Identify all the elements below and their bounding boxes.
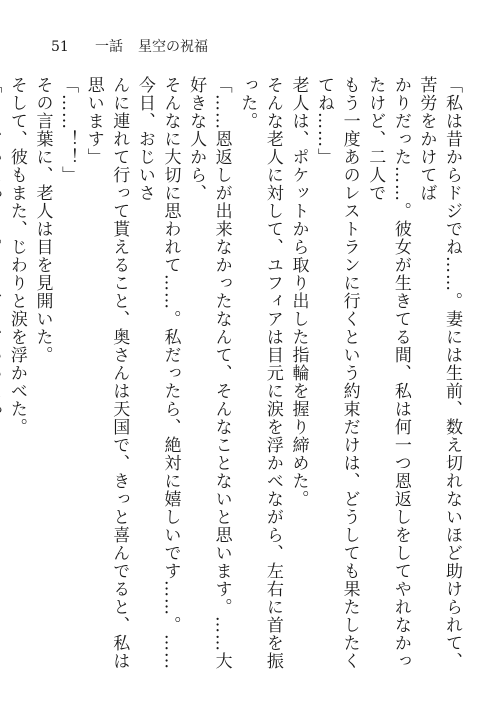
chapter-label: 一話 (95, 39, 123, 55)
text-line: 「……恩返しが出来なかったなんて、そんなことないと思います。……大好きな人から、 (186, 76, 232, 670)
page-number: 51 (51, 39, 69, 55)
chapter-title: 星空の祝福 (138, 39, 208, 55)
text-line: 老人は、ポケットから取り出した指輪を握り締めた。 (288, 76, 309, 508)
text-line: そんな老人に対して、ユフィアは目元に涙を浮かべながら、左右に首を振った。 (237, 76, 283, 670)
text-line: もう一度あのレストランに行くという約束だけは、どうしても果たしたくてね……」 (314, 76, 360, 670)
text-line (0, 76, 3, 680)
running-header (0, 0, 500, 55)
text-line: 「……！！」 (58, 76, 79, 184)
text-line: んに連れて行って貰えること、奥さんは天国で、きっと喜んでると、私は思います」 (83, 76, 130, 670)
text-line: かりだった……。彼女が生きてる間、私は何一つ恩返しをしてやれなかったけど、二人で (365, 76, 411, 670)
text-line: その言葉に、老人は目を見開いた。 (32, 76, 53, 364)
text-line: そんなに大切に思われて……。私だったら、絶対に嬉しいです……。……今日、おじいさ (134, 76, 181, 670)
text-line: 「私は昔からドジでね……。妻には生前、数え切れないほど助けられて、苦労をかけてば (416, 76, 462, 670)
text-line: そして、彼もまた、じわりと涙を浮かべた。 (6, 76, 27, 436)
body-text (6, 76, 464, 680)
